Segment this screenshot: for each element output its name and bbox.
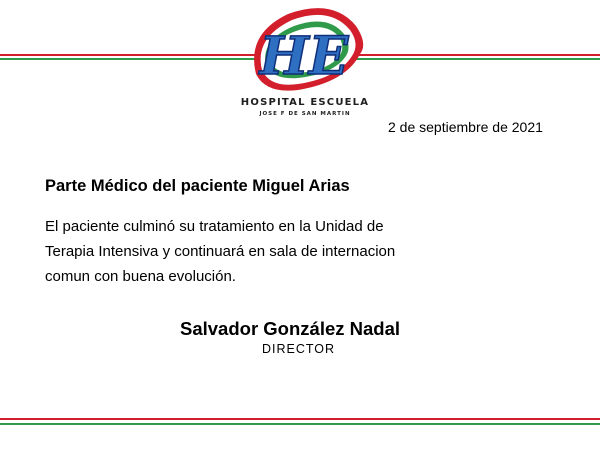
report-body: [45, 214, 445, 289]
hospital-logo-emblem: [238, 4, 372, 99]
logo-letters: HE: [259, 26, 349, 87]
document-date: 2 de septiembre de 2021: [388, 119, 543, 135]
report-body-line: Terapia Intensiva y continuará en sala de internacion: [45, 243, 396, 260]
bottom-stripe-green: [0, 423, 600, 425]
logo-hospital-name: HOSPITAL ESCUELA: [240, 97, 370, 108]
report-body-line: El paciente culminó su tratamiento en la Unidad de: [45, 218, 384, 235]
bottom-stripe-red: [0, 418, 600, 420]
hospital-logo: [238, 4, 372, 128]
signer-name: Salvador González Nadal: [180, 318, 401, 339]
report-body-line: comun con buena evolución.: [45, 268, 236, 285]
signer-role: DIRECTOR: [262, 342, 336, 356]
report-title: Parte Médico del paciente Miguel Arias: [45, 177, 350, 195]
logo-hospital-subtitle: JOSE F DE SAN MARTIN: [259, 111, 351, 117]
